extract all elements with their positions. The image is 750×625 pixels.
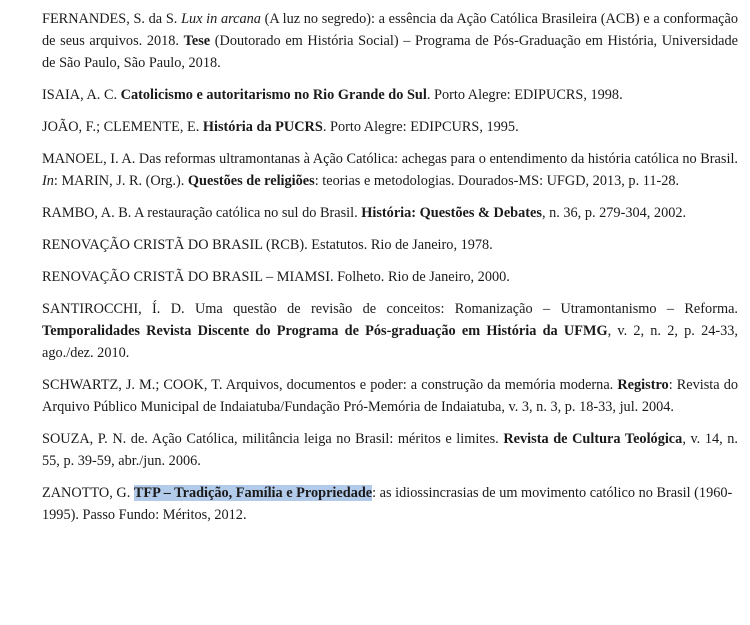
ref-text: : teorias e metodologias. Dourados-MS: UFGD, 2013, p. 11-28. xyxy=(314,173,680,189)
reference-manoel xyxy=(42,148,738,192)
reference-isaia xyxy=(42,84,738,106)
ref-text: SANTIROCCHI, Í. D. Uma questão de revisão de conceitos: Romanização – Utramontanismo – Reforma. xyxy=(42,301,738,317)
reference-rambo xyxy=(42,202,738,224)
ref-text: , v. 14, n. 55, p. 39-59, abr./jun. 2006. xyxy=(42,431,739,469)
ref-author: JOÃO, F.; CLEMENTE, E. xyxy=(42,119,200,135)
ref-bold: Revista de Cultura Teológica xyxy=(503,431,683,447)
reference-fernandes xyxy=(42,8,738,74)
ref-text: : Revista do Arquivo Público Municipal de Indaiatuba/Fundação Pró-Memória de Indaiatuba, v. 3, n. 3, p. 18-33, jul. 2004. xyxy=(42,377,738,415)
ref-text: . Porto Alegre: EDIPUCRS, 1998. xyxy=(426,87,623,103)
ref-text: ZANOTTO, G. xyxy=(42,485,131,501)
ref-text: SCHWARTZ, J. M.; COOK, T. Arquivos, documentos e poder: a construção da memória moderna. xyxy=(42,377,614,393)
reference-zanotto xyxy=(42,482,738,526)
ref-bold: História: Questões & Debates xyxy=(361,205,542,221)
ref-bold: Registro xyxy=(617,377,669,393)
ref-text: RENOVAÇÃO CRISTÃ DO BRASIL – MIAMSI. Folheto. Rio de Janeiro, 2000. xyxy=(42,269,510,285)
selected-text-highlight[interactable]: TFP – Tradição, Família e Propriedade xyxy=(133,485,373,501)
reference-joao xyxy=(42,116,738,138)
ref-title-italic: Lux in arcana xyxy=(181,11,261,27)
reference-souza xyxy=(42,428,738,472)
ref-text: MANOEL, I. A. Das reformas ultramontanas à Ação Católica: achegas para o entendimento da história católica no Brasil. xyxy=(42,151,738,167)
ref-in-label: In xyxy=(42,173,54,189)
reference-rcb-miamsi xyxy=(42,266,738,288)
ref-author: ISAIA, A. C. xyxy=(42,87,118,103)
ref-bold: Temporalidades Revista Discente do Programa de Pós-graduação em História da UFMG xyxy=(42,323,608,339)
reference-list xyxy=(42,8,738,536)
ref-bold: Tese xyxy=(183,33,211,49)
reference-santirocchi xyxy=(42,298,738,364)
ref-author: FERNANDES, S. da S. xyxy=(42,11,178,27)
ref-text: RAMBO, A. B. A restauração católica no sul do Brasil. xyxy=(42,205,358,221)
ref-text: : as idiossincrasias de um movimento católico no Brasil (1960-1995). Passo Fundo: Méritos, 2012. xyxy=(42,485,733,523)
ref-text: : MARIN, J. R. (Org.). xyxy=(53,173,185,189)
ref-text: SOUZA, P. N. de. Ação Católica, militância leiga no Brasil: méritos e limites. xyxy=(42,431,499,447)
ref-bold: Questões de religiões xyxy=(187,173,315,189)
ref-text: , n. 36, p. 279-304, 2002. xyxy=(541,205,687,221)
ref-text: RENOVAÇÃO CRISTÃ DO BRASIL (RCB). Estatutos. Rio de Janeiro, 1978. xyxy=(42,237,493,253)
ref-text: , v. 2, n. 2, p. 24-33, ago./dez. 2010. xyxy=(42,323,738,361)
ref-text: (A luz no segredo): a essência da Ação Católica Brasileira (ACB) e a conformação de seus arquivos. 2018. xyxy=(42,11,739,49)
ref-text: . Porto Alegre: EDIPCURS, 1995. xyxy=(322,119,519,135)
ref-bold: História da PUCRS xyxy=(202,119,323,135)
reference-schwartz xyxy=(42,374,738,418)
reference-rcb-estatutos xyxy=(42,234,738,256)
ref-text: (Doutorado em História Social) – Programa de Pós-Graduação em História, Universidade de São Paulo, São Paulo, 2018. xyxy=(42,33,738,71)
ref-bold: Catolicismo e autoritarismo no Rio Grande do Sul xyxy=(120,87,427,103)
